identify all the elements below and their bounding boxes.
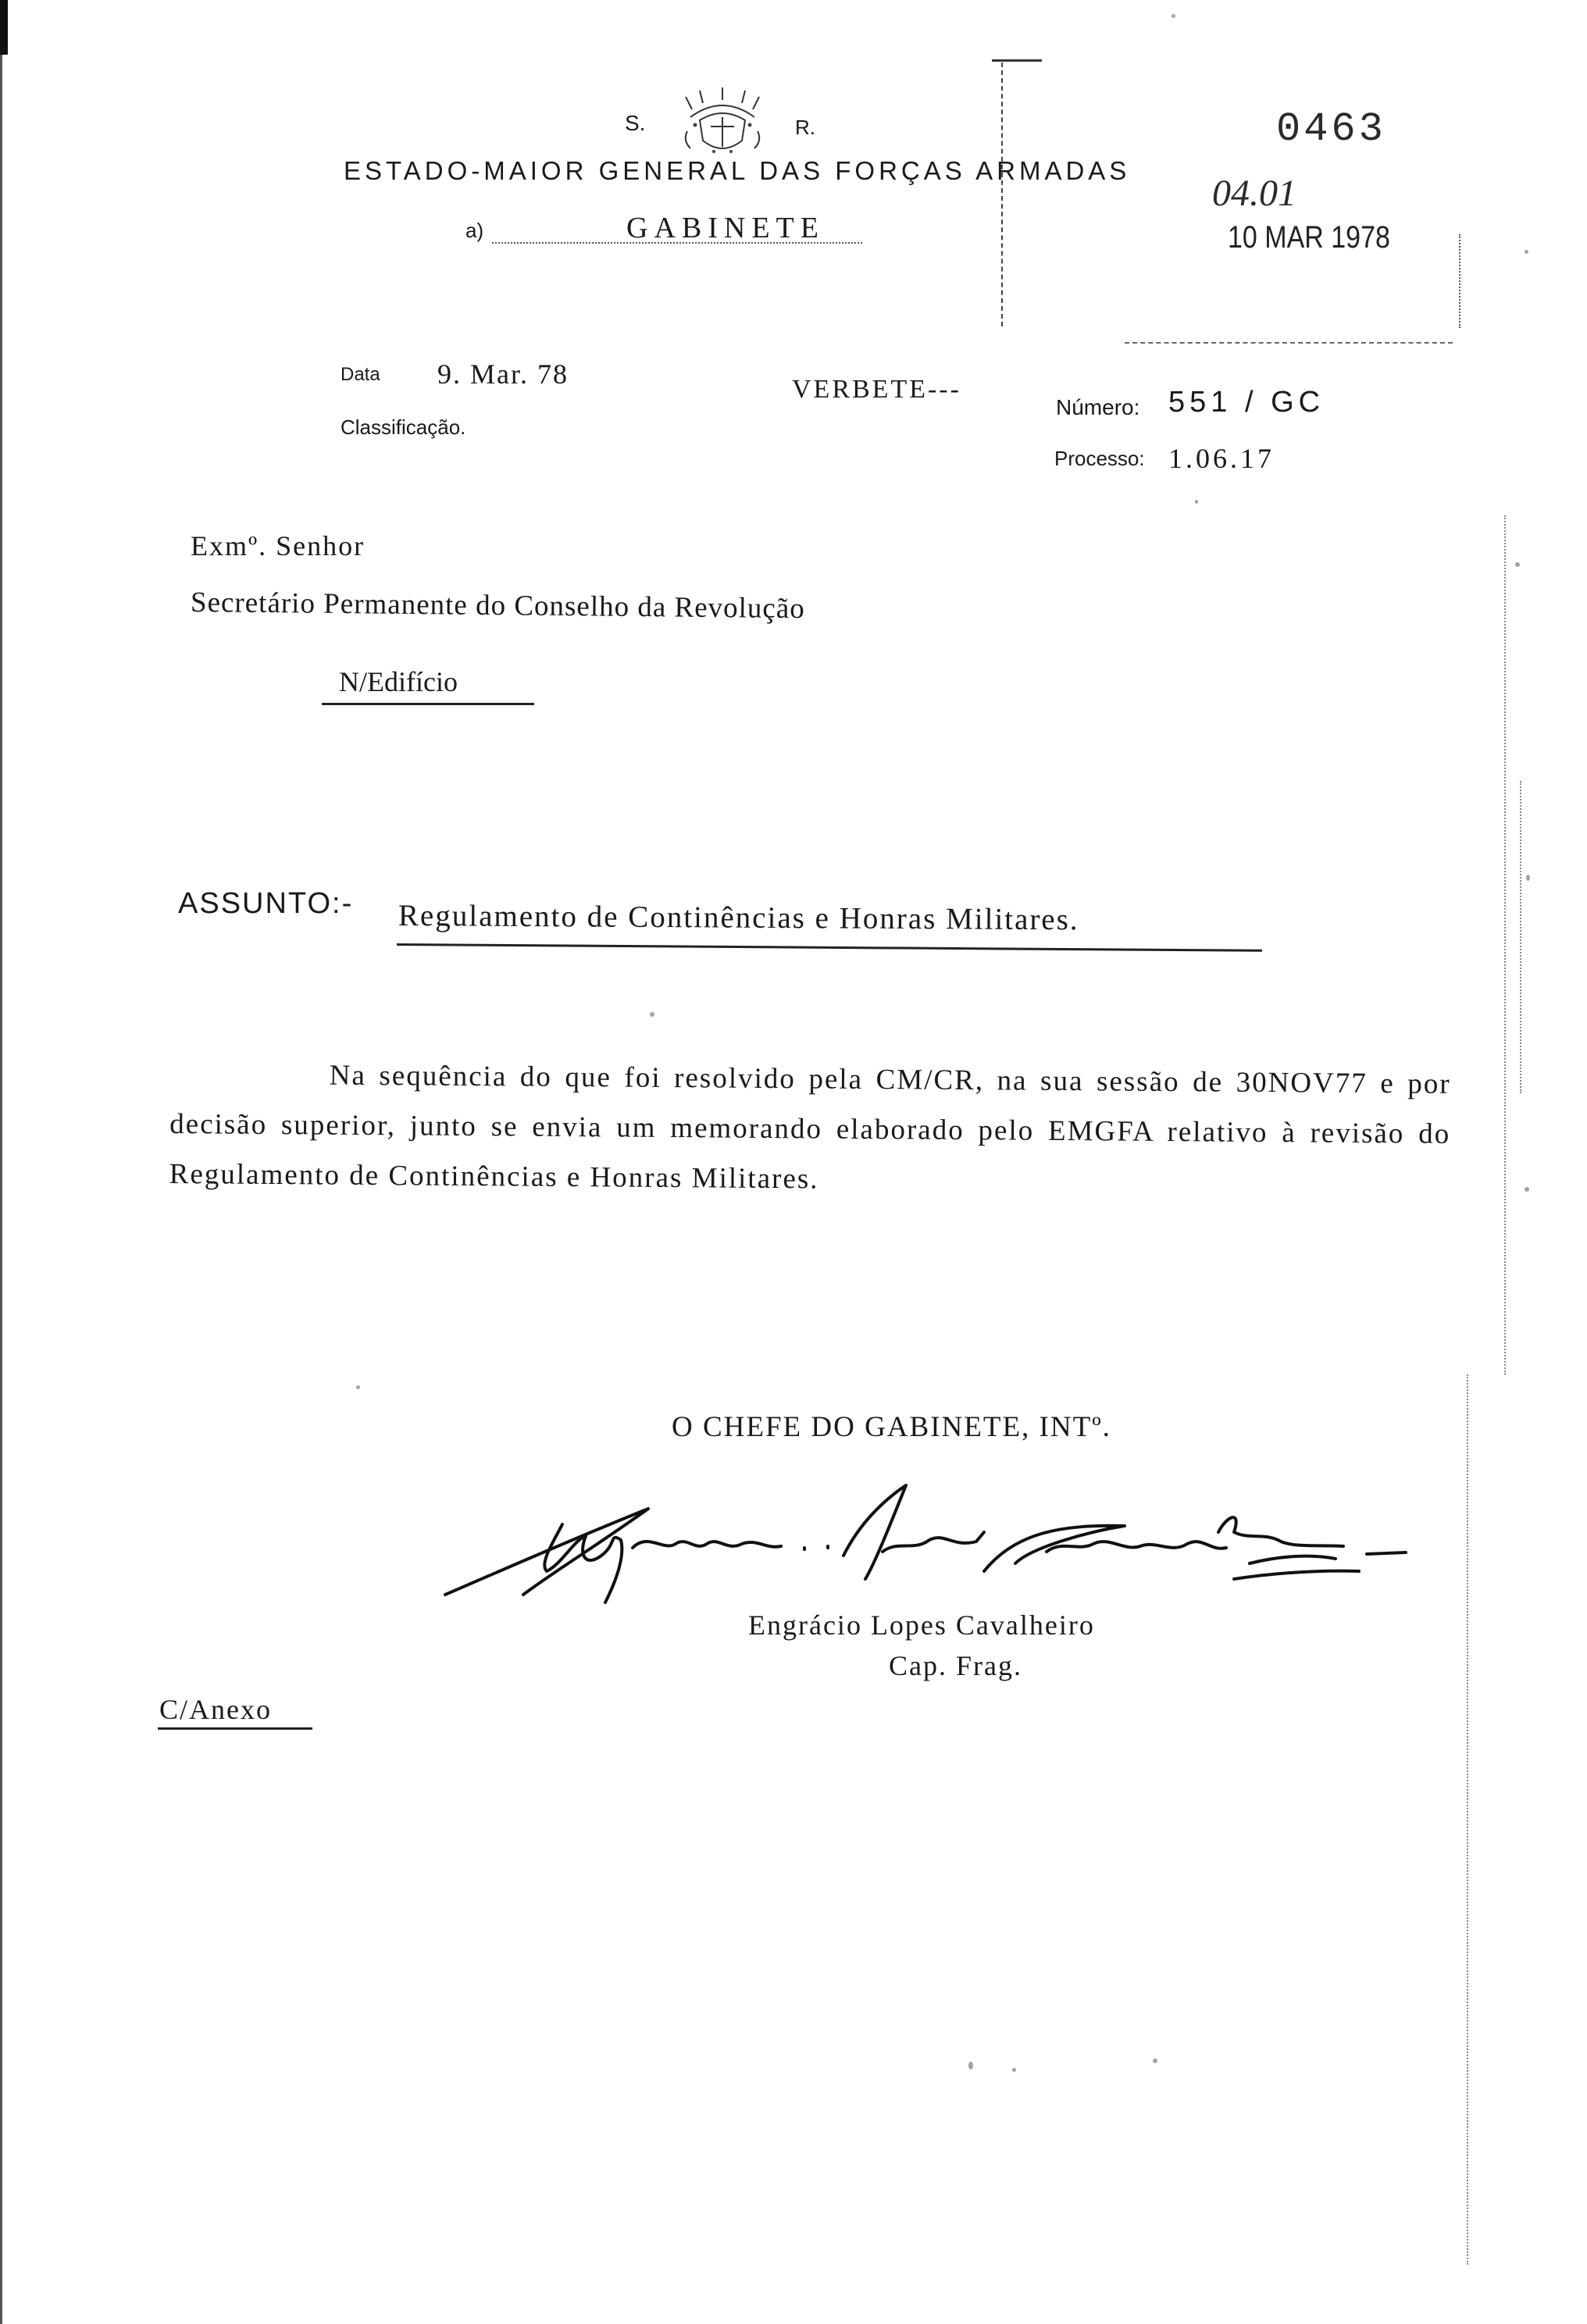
stamp-border-right (1459, 234, 1460, 328)
scan-speck (1195, 500, 1198, 504)
date-value: 9. Mar. 78 (437, 358, 569, 390)
stamp-border-left (1001, 62, 1003, 326)
scan-binding-mark (0, 0, 8, 55)
scan-left-edge (0, 0, 2, 2324)
letterhead-initial-right: R. (795, 116, 815, 139)
registry-code: 04.01 (1212, 173, 1296, 214)
addressee-underline (322, 703, 534, 705)
addressee-greeting: Exmº. Senhor (191, 530, 366, 561)
document-type: VERBETE--- (792, 375, 961, 404)
scan-speck (356, 1385, 360, 1389)
scan-speck (1172, 14, 1175, 18)
organization-name: ESTADO-MAIOR GENERAL DAS FORÇAS ARMADAS (344, 156, 1131, 185)
scan-speck (1153, 2058, 1157, 2063)
scan-artifact-line (1467, 1374, 1468, 2265)
scan-speck (1525, 250, 1528, 254)
process-label: Processo: (1054, 447, 1145, 470)
signer-rank: Cap. Frag. (889, 1650, 1022, 1681)
scan-speck (650, 1012, 654, 1017)
date-label: Data (341, 364, 380, 385)
scan-speck (1515, 562, 1520, 567)
coat-of-arms-emblem (676, 86, 769, 161)
enclosure-note: C/Anexo (159, 1694, 272, 1725)
stamp-border-top (992, 59, 1042, 62)
scan-speck (1525, 1187, 1529, 1192)
subject-label: ASSUNTO:- (178, 887, 354, 920)
scan-speck (1012, 2068, 1016, 2072)
registry-number: 0463 (1276, 106, 1386, 152)
subject-text: Regulamento de Continências e Honras Militares. (398, 899, 1079, 937)
scan-speck (968, 2062, 973, 2069)
addressee-building: N/Edifício (339, 666, 458, 697)
body-paragraph: Na sequência do que foi resolvido pela CM/CR, na sua sessão de 30NOV77 e por decisão superior, junto se envia um memorando elaborado pelo EMGFA relativo à revisão do Regulamento de Continências e Honras Militares. (169, 1059, 1451, 1196)
enclosure-underline (158, 1727, 312, 1730)
process-value: 1.06.17 (1168, 443, 1275, 474)
stamp-border-bottom (1125, 342, 1453, 344)
section-prefix: a) (465, 219, 484, 242)
letterhead-initial-left: S. (625, 111, 646, 135)
number-label: Número: (1056, 395, 1140, 419)
closing-title: O CHEFE DO GABINETE, INTº. (672, 1411, 1111, 1443)
handwritten-signature (437, 1477, 1437, 1626)
body-text (169, 1050, 1450, 1210)
scan-speck (1526, 875, 1530, 881)
addressee-title: Secretário Permanente do Conselho da Revolução (190, 586, 805, 626)
scan-artifact-line (1520, 781, 1521, 1093)
signer-name: Engrácio Lopes Cavalheiro (748, 1609, 1095, 1641)
classification-label: Classificação. (341, 415, 466, 439)
registry-date: 10 MAR 1978 (1228, 220, 1390, 255)
section-name: GABINETE (626, 212, 825, 244)
number-value: 551 / GC (1168, 386, 1325, 419)
subject-underline (397, 943, 1262, 952)
scan-artifact-line (1504, 515, 1506, 1374)
